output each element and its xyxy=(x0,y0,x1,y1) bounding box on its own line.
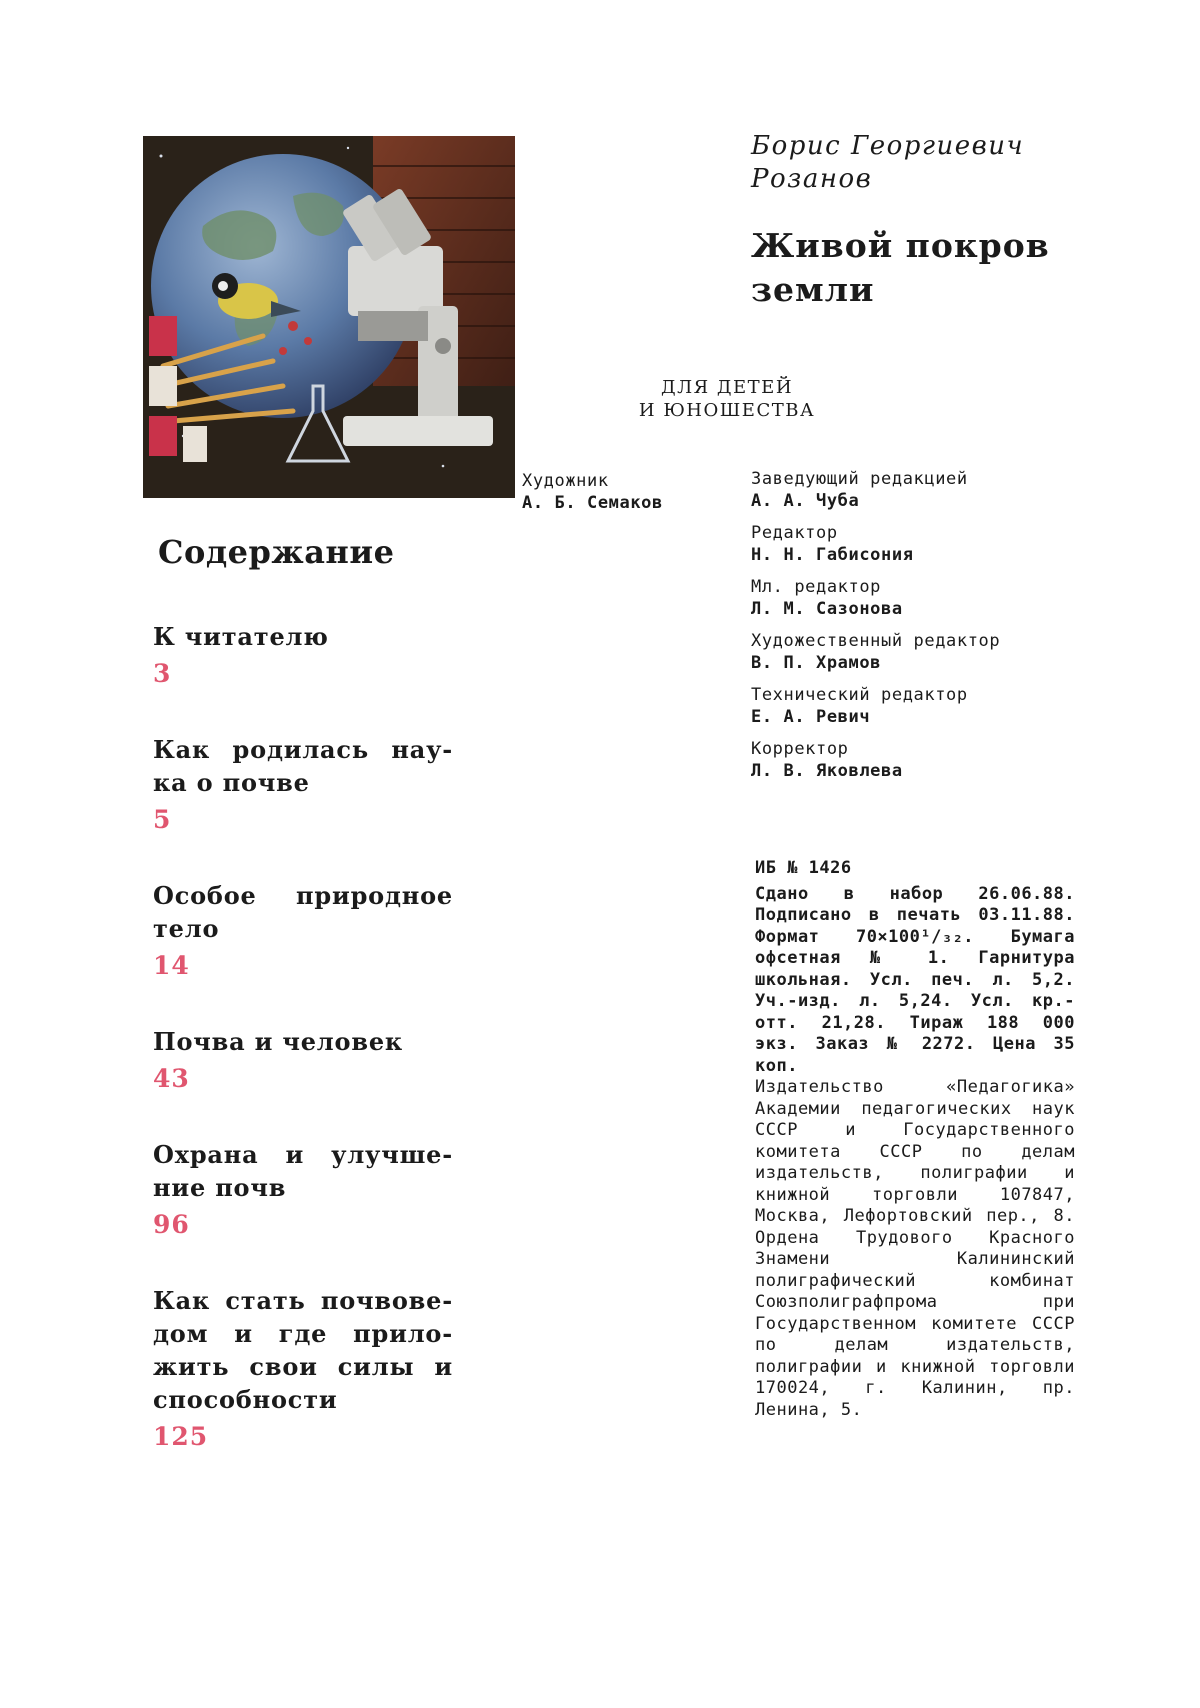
staff-credit xyxy=(751,630,1051,674)
toc-item[interactable] xyxy=(153,1284,453,1452)
toc-item-page: 125 xyxy=(153,1422,209,1451)
author-last-line: Розанов xyxy=(751,164,873,194)
toc-item-page: 3 xyxy=(153,659,172,688)
staff-role: Корректор xyxy=(751,739,849,759)
toc-item-title: Как родилась нау-ка о почве xyxy=(153,735,453,797)
book-title xyxy=(751,224,1050,312)
staff-name: А. А. Чуба xyxy=(751,491,860,511)
toc-item-page: 96 xyxy=(153,1210,190,1239)
staff-name: Е. А. Ревич xyxy=(751,707,871,727)
book-title-line2: земли xyxy=(751,270,875,309)
toc-item[interactable] xyxy=(153,1025,453,1094)
toc-item-page: 14 xyxy=(153,951,190,980)
toc-item[interactable] xyxy=(153,620,453,689)
staff-credit xyxy=(751,576,1051,620)
staff-credit xyxy=(751,738,1051,782)
toc-item-page: 43 xyxy=(153,1064,190,1093)
author-first-line: Борис Георгиевич xyxy=(751,131,1025,161)
toc-item[interactable] xyxy=(153,1138,453,1240)
audience-note xyxy=(622,376,832,422)
cover-art-svg xyxy=(143,136,515,498)
imprint-block xyxy=(755,858,1075,1421)
toc-item-title: Особое природное тело xyxy=(153,881,453,943)
artist-name: А. Б. Семаков xyxy=(522,493,663,513)
staff-name: В. П. Храмов xyxy=(751,653,882,673)
toc-item-title: Как стать почвове-дом и где прило-жить свои силы и способности xyxy=(153,1286,453,1414)
imprint-publisher: Издательство «Педагогика» Академии педагогических наук СССР и Государственного комитета СССР по делам издательств, полиграфии и книжной торговли 107847, Москва, Лефортовский пер., 8. Ордена Трудового Красного Знамени Калининский полиграфический комбинат Союзполиграфпрома при Государственном комитете СССР по делам издательств, полиграфии и книжной торговли 170024, г. Калинин, пр. Ленина, 5. xyxy=(755,1077,1075,1420)
staff-credit xyxy=(751,468,1051,512)
contents-heading: Содержание xyxy=(158,533,395,571)
toc-item-title: Охрана и улучше-ние почв xyxy=(153,1140,453,1202)
staff-role: Редактор xyxy=(751,523,838,543)
staff-role: Заведующий редакцией xyxy=(751,469,968,489)
staff-role: Художественный редактор xyxy=(751,631,1001,651)
toc-item-title: К читателю xyxy=(153,622,329,651)
imprint-technical: Сдано в набор 26.06.88. Подписано в печать 03.11.88. Формат 70×100¹/₃₂. Бумага офсетная № 1. Гарнитура школьная. Усл. печ. л. 5,2. Уч.-изд. л. 5,24. Усл. кр.-отт. 21,28. Тираж 188 000 экз. Заказ № 2272. Цена 35 коп. xyxy=(755,883,1075,1076)
toc-item[interactable] xyxy=(153,733,453,835)
cover-illustration xyxy=(143,136,515,498)
audience-line2: И ЮНОШЕСТВА xyxy=(638,400,816,421)
staff-name: Н. Н. Габисония xyxy=(751,545,914,565)
artist-role: Художник xyxy=(522,471,609,491)
toc-item-title: Почва и человек xyxy=(153,1027,404,1056)
book-title-line1: Живой покров xyxy=(751,226,1050,265)
toc-item-page: 5 xyxy=(153,805,172,834)
staff-credits xyxy=(751,468,1051,792)
staff-name: Л. В. Яковлева xyxy=(751,761,903,781)
staff-name: Л. М. Сазонова xyxy=(751,599,903,619)
audience-line1: ДЛЯ ДЕТЕЙ xyxy=(660,377,794,398)
author-name xyxy=(751,130,1024,196)
staff-role: Мл. редактор xyxy=(751,577,882,597)
imprint-ib-number: ИБ № 1426 xyxy=(755,858,852,878)
table-of-contents xyxy=(153,620,453,1496)
staff-credit xyxy=(751,684,1051,728)
artist-credit xyxy=(522,470,663,514)
staff-role: Технический редактор xyxy=(751,685,968,705)
staff-credit xyxy=(751,522,1051,566)
toc-item[interactable] xyxy=(153,879,453,981)
